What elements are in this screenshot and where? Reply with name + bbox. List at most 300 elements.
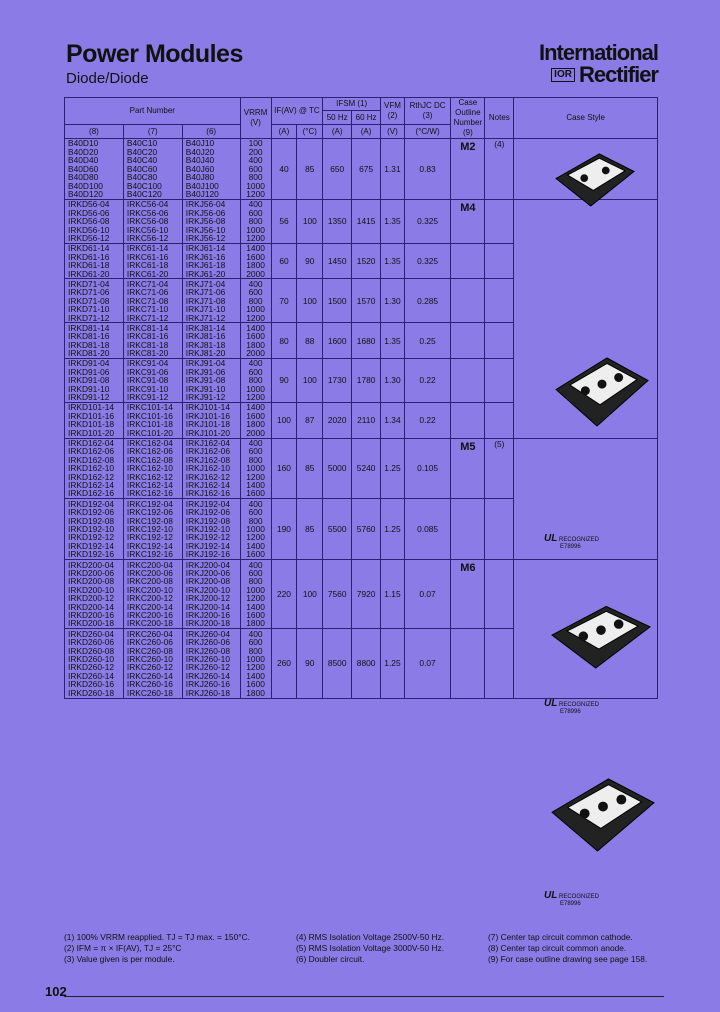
ior-logo-icon: IOR — [551, 68, 575, 82]
cell-line: IRKC192-08 — [126, 515, 173, 526]
notes-cell — [485, 629, 514, 698]
cell-line: 600 — [248, 366, 263, 377]
cell-line: 1000 — [246, 584, 265, 595]
cell-line: IRKJ81-16 — [185, 331, 226, 342]
cell-line: IRKC61-14 — [126, 243, 169, 254]
brand-name-bottom: Rectifier — [578, 62, 658, 87]
cell-line: IRKC71-06 — [126, 287, 169, 298]
ifsm60-cell: 1520 — [352, 243, 381, 279]
cell-line: IRKJ71-04 — [185, 278, 226, 289]
part-number-6-cell — [182, 438, 240, 499]
part-number-7-cell — [123, 402, 182, 438]
cell-line: IRKD91-10 — [68, 383, 110, 394]
brand-name-top: International — [538, 40, 658, 65]
vfm-cell: 1.31 — [381, 139, 405, 200]
ifsm60-cell: 675 — [352, 139, 381, 200]
cell-line: IRKD81-20 — [68, 348, 110, 359]
cell-line: IRKD260-10 — [68, 654, 115, 665]
ul-recognized-label: RECOGNIZED — [559, 537, 600, 543]
cell-line: 1600 — [246, 610, 265, 621]
rth-cell: 0.83 — [404, 139, 450, 200]
part-number-6-cell — [182, 560, 240, 629]
cell-line: B40C120 — [126, 188, 162, 199]
cell-line: 800 — [248, 645, 263, 656]
cell-line: 1600 — [246, 410, 265, 421]
cell-line: IRKJ192-14 — [185, 540, 230, 551]
cell-line: IRKC260-14 — [126, 670, 173, 681]
cell-line: B40D10 — [68, 138, 99, 149]
cell-line: IRKJ200-16 — [185, 610, 230, 621]
cell-line: B40D20 — [68, 146, 99, 157]
cell-line: IRKD91-12 — [68, 392, 110, 403]
cell-line: IRKD56-04 — [68, 199, 110, 210]
rth-cell: 0.07 — [404, 560, 450, 629]
cell-line: IRKJ91-12 — [185, 392, 226, 403]
cell-line: IRKJ162-14 — [185, 480, 230, 491]
cell-line: IRKJ81-18 — [185, 339, 226, 350]
cell-line: IRKJ260-16 — [185, 679, 230, 690]
case-outline-cell — [451, 323, 485, 359]
cell-line: IRKC71-12 — [126, 312, 169, 323]
part-number-8-cell — [65, 358, 124, 402]
ul-mark-icon: UL — [544, 890, 558, 901]
vrrm-cell — [240, 199, 271, 243]
notes-cell — [485, 560, 514, 629]
cell-line: 800 — [248, 216, 263, 227]
cell-line: 1200 — [246, 532, 265, 543]
cell-line: IRKJ260-04 — [185, 628, 230, 639]
cell-line: B40J40 — [185, 155, 215, 166]
ifsm50-cell: 650 — [323, 139, 352, 200]
cell-line: 400 — [248, 278, 263, 289]
cell-line: IRKC200-06 — [126, 568, 173, 579]
cell-line: IRKD101-18 — [68, 419, 115, 430]
cell-line: 400 — [248, 155, 263, 166]
cell-line: IRKJ162-06 — [185, 446, 230, 457]
cell-line: B40J80 — [185, 172, 215, 183]
case-code: M5 — [460, 440, 476, 453]
cell-line: IRKD71-06 — [68, 287, 110, 298]
cell-line: 1400 — [246, 540, 265, 551]
cell-line: IRKJ61-14 — [185, 243, 226, 254]
cell-line: 1600 — [246, 251, 265, 262]
cell-line: IRKJ260-08 — [185, 645, 230, 656]
cell-line: IRKD200-16 — [68, 610, 115, 621]
page-divider — [64, 996, 664, 997]
cell-line: IRKC260-08 — [126, 645, 173, 656]
cell-line: IRKD200-18 — [68, 618, 115, 629]
cell-line: IRKC81-14 — [126, 322, 169, 333]
footnotes-col-3 — [488, 932, 647, 965]
cell-line: IRKJ61-20 — [185, 268, 226, 279]
cell-line: IRKC192-12 — [126, 532, 173, 543]
ul-file-number: E78996 — [560, 544, 581, 550]
cell-line: IRKD192-12 — [68, 532, 115, 543]
cell-line: 600 — [248, 287, 263, 298]
cell-line: IRKJ200-04 — [185, 559, 230, 570]
ul-file-number: E78996 — [560, 901, 581, 907]
cell-line: IRKJ192-04 — [185, 498, 230, 509]
case-outline-cell — [451, 438, 485, 499]
tc-cell: 100 — [297, 199, 323, 243]
cell-line: IRKD91-04 — [68, 358, 110, 369]
cell-line: 1000 — [246, 224, 265, 235]
notes-cell: (5) — [485, 438, 514, 499]
vfm-cell: 1.34 — [381, 402, 405, 438]
cell-line: IRKD61-18 — [68, 260, 110, 271]
cell-line: 600 — [248, 207, 263, 218]
cell-line: IRKJ56-12 — [185, 232, 226, 243]
ifsm60-cell: 2110 — [352, 402, 381, 438]
cell-line: B40J20 — [185, 146, 215, 157]
ul-recognized-label: RECOGNIZED — [559, 702, 600, 708]
case-code: M6 — [460, 562, 476, 575]
terminal-screw-icon — [598, 380, 607, 389]
cell-line: IRKC260-16 — [126, 679, 173, 690]
terminal-screw-icon — [616, 795, 626, 805]
header-case-style: Case Style — [514, 98, 658, 139]
cell-line: IRKD162-08 — [68, 454, 115, 465]
cell-line: IRKD192-16 — [68, 549, 115, 560]
ifsm60-cell: 1780 — [352, 358, 381, 402]
ifsm50-cell: 1600 — [323, 323, 352, 359]
footnote-4: (4) RMS Isolation Voltage 2500V-50 Hz. — [296, 932, 445, 942]
footnotes-col-1 — [64, 932, 250, 965]
cell-line: IRKD56-06 — [68, 207, 110, 218]
ifsm60-cell: 1680 — [352, 323, 381, 359]
header-part-number: Part Number — [65, 98, 241, 125]
cell-line: 600 — [248, 637, 263, 648]
terminal-screw-icon — [581, 386, 590, 395]
ifav-cell: 160 — [271, 438, 297, 499]
ifsm60-cell: 1415 — [352, 199, 381, 243]
cell-line: IRKD61-16 — [68, 251, 110, 262]
cell-line: IRKJ192-12 — [185, 532, 230, 543]
cell-line: IRKC81-18 — [126, 339, 169, 350]
cell-line: IRKD200-14 — [68, 601, 115, 612]
cell-line: 1600 — [246, 679, 265, 690]
cell-line: 100 — [248, 138, 263, 149]
cell-line: 1800 — [246, 260, 265, 271]
ifsm50-cell: 2020 — [323, 402, 352, 438]
vrrm-cell — [240, 560, 271, 629]
cell-line: IRKC162-04 — [126, 438, 173, 449]
vrrm-cell — [240, 323, 271, 359]
case-outline-cell — [451, 243, 485, 279]
ifsm60-cell: 7920 — [352, 560, 381, 629]
cell-line: IRKD81-14 — [68, 322, 110, 333]
cell-line: IRKJ260-12 — [185, 662, 230, 673]
case-outline-cell — [451, 358, 485, 402]
cell-line: IRKC162-06 — [126, 446, 173, 457]
cell-line: 1800 — [246, 419, 265, 430]
cell-line: 1800 — [246, 618, 265, 629]
cell-line: 1200 — [246, 392, 265, 403]
cell-line: IRKJ200-12 — [185, 593, 230, 604]
vrrm-cell — [240, 402, 271, 438]
cell-line: IRKD200-12 — [68, 593, 115, 604]
part-number-6-cell — [182, 323, 240, 359]
header-ifsm: IFSM (1) — [323, 98, 381, 111]
cell-line: 1400 — [246, 322, 265, 333]
cell-line: IRKC162-08 — [126, 454, 173, 465]
header-ifsm-60hz: 60 Hz — [352, 111, 381, 125]
terminal-screw-icon — [602, 167, 610, 175]
cell-line: IRKC200-10 — [126, 584, 173, 595]
ul-mark-icon: UL — [544, 698, 558, 709]
cell-line: 1400 — [246, 402, 265, 413]
vfm-cell: 1.30 — [381, 358, 405, 402]
module-m6-image — [548, 760, 658, 855]
rth-cell: 0.07 — [404, 629, 450, 698]
cell-line: IRKC260-10 — [126, 654, 173, 665]
cell-line: 600 — [248, 163, 263, 174]
cell-line: IRKC91-04 — [126, 358, 169, 369]
cell-line: IRKJ101-20 — [185, 427, 230, 438]
brand-logo — [539, 42, 658, 86]
cell-line: IRKC61-18 — [126, 260, 169, 271]
cell-line: IRKJ260-14 — [185, 670, 230, 681]
cell-line: IRKD162-16 — [68, 488, 115, 499]
terminal-screw-icon — [598, 802, 608, 812]
cell-line: 1200 — [246, 593, 265, 604]
cell-line: 1600 — [246, 331, 265, 342]
cell-line: 800 — [248, 375, 263, 386]
ifav-cell: 90 — [271, 358, 297, 402]
module-m4-image — [552, 340, 652, 430]
cell-line: IRKD192-14 — [68, 540, 115, 551]
cell-line: 1400 — [246, 480, 265, 491]
cell-line: IRKC81-20 — [126, 348, 169, 359]
rth-cell: 0.325 — [404, 199, 450, 243]
cell-line: B40D40 — [68, 155, 99, 166]
cell-line: IRKJ200-14 — [185, 601, 230, 612]
cell-line: B40C20 — [126, 146, 158, 157]
cell-line: 1600 — [246, 549, 265, 560]
cell-line: 200 — [248, 146, 263, 157]
ifsm50-cell: 1450 — [323, 243, 352, 279]
ifsm50-cell: 7560 — [323, 560, 352, 629]
cell-line: B40D80 — [68, 172, 99, 183]
cell-line: IRKC61-16 — [126, 251, 169, 262]
cell-line: 1400 — [246, 243, 265, 254]
part-number-8-cell — [65, 279, 124, 323]
header-vfm: VFM (2) — [381, 98, 405, 125]
cell-line: B40J120 — [185, 188, 219, 199]
part-number-7-cell — [123, 243, 182, 279]
ifav-cell: 220 — [271, 560, 297, 629]
cell-line: IRKC200-04 — [126, 559, 173, 570]
cell-line: IRKC91-06 — [126, 366, 169, 377]
part-number-6-cell — [182, 139, 240, 200]
cell-line: 400 — [248, 358, 263, 369]
footnotes-col-2 — [296, 932, 444, 965]
cell-line: IRKC162-16 — [126, 488, 173, 499]
cell-line: 800 — [248, 515, 263, 526]
cell-line: IRKD162-10 — [68, 463, 115, 474]
part-number-6-cell — [182, 402, 240, 438]
terminal-screw-icon — [614, 619, 624, 629]
rth-cell: 0.25 — [404, 323, 450, 359]
cell-line: IRKJ56-06 — [185, 207, 226, 218]
cell-line: IRKD162-12 — [68, 471, 115, 482]
ifav-cell: 190 — [271, 499, 297, 560]
part-number-6-cell — [182, 279, 240, 323]
cell-line: IRKJ56-10 — [185, 224, 226, 235]
cell-line: 2000 — [246, 427, 265, 438]
part-number-7-cell — [123, 629, 182, 698]
cell-line: B40J60 — [185, 163, 215, 174]
notes-cell — [485, 243, 514, 279]
part-number-7-cell — [123, 438, 182, 499]
cell-line: IRKC200-14 — [126, 601, 173, 612]
case-outline-cell — [451, 199, 485, 243]
header-rth: RthJC DC (3) — [404, 98, 450, 125]
part-number-7-cell — [123, 499, 182, 560]
rth-cell: 0.105 — [404, 438, 450, 499]
cell-line: IRKJ260-06 — [185, 637, 230, 648]
part-number-8-cell — [65, 199, 124, 243]
cell-line: IRKJ162-04 — [185, 438, 230, 449]
ifav-cell: 60 — [271, 243, 297, 279]
cell-line: IRKJ162-16 — [185, 488, 230, 499]
cell-line: IRKD71-08 — [68, 295, 110, 306]
notes-cell: (4) — [485, 139, 514, 200]
cell-line: IRKC101-20 — [126, 427, 173, 438]
part-number-6-cell — [182, 243, 240, 279]
terminal-screw-icon — [580, 809, 590, 819]
cell-line: 600 — [248, 507, 263, 518]
cell-line: IRKJ200-18 — [185, 618, 230, 629]
vfm-cell: 1.30 — [381, 279, 405, 323]
cell-line: IRKJ91-10 — [185, 383, 226, 394]
cell-line: 2000 — [246, 348, 265, 359]
cell-line: B40C80 — [126, 172, 158, 183]
cell-line: IRKC162-12 — [126, 471, 173, 482]
part-number-6-cell — [182, 358, 240, 402]
cell-line: IRKD200-10 — [68, 584, 115, 595]
cell-line: IRKJ81-20 — [185, 348, 226, 359]
notes-cell — [485, 402, 514, 438]
cell-line: 400 — [248, 498, 263, 509]
cell-line: IRKD71-12 — [68, 312, 110, 323]
tc-cell: 88 — [297, 323, 323, 359]
part-number-7-cell — [123, 279, 182, 323]
table-row — [65, 438, 658, 499]
module-m5-image — [548, 590, 654, 672]
cell-line: IRKJ260-18 — [185, 687, 230, 698]
rth-cell: 0.22 — [404, 402, 450, 438]
part-number-7-cell — [123, 560, 182, 629]
cell-line: IRKD260-08 — [68, 645, 115, 656]
notes-cell — [485, 199, 514, 243]
cell-line: 400 — [248, 438, 263, 449]
part-number-8-cell — [65, 629, 124, 698]
header-ifav-unit: (A) — [271, 125, 297, 139]
cell-line: IRKD200-06 — [68, 568, 115, 579]
ul-recognized-label: RECOGNIZED — [559, 894, 600, 900]
footnote-7: (7) Center tap circuit common cathode. — [488, 932, 633, 942]
cell-line: IRKC260-06 — [126, 637, 173, 648]
cell-line: IRKC200-18 — [126, 618, 173, 629]
header-ifav: IF(AV) @ TC — [271, 98, 323, 125]
part-number-6-cell — [182, 499, 240, 560]
ifsm50-cell: 8500 — [323, 629, 352, 698]
tc-cell: 85 — [297, 438, 323, 499]
tc-cell: 85 — [297, 139, 323, 200]
cell-line: IRKC192-06 — [126, 507, 173, 518]
ifsm60-cell: 1570 — [352, 279, 381, 323]
cell-line: IRKD56-12 — [68, 232, 110, 243]
cell-line: 1000 — [246, 524, 265, 535]
vfm-cell: 1.25 — [381, 499, 405, 560]
ifsm60-cell: 8800 — [352, 629, 381, 698]
cell-line: IRKD56-08 — [68, 216, 110, 227]
cell-line: IRKD192-04 — [68, 498, 115, 509]
vrrm-cell — [240, 243, 271, 279]
cell-line: IRKJ192-06 — [185, 507, 230, 518]
cell-line: IRKD71-10 — [68, 304, 110, 315]
ifsm50-cell: 5500 — [323, 499, 352, 560]
footnote-8: (8) Center tap circuit common anode. — [488, 943, 627, 953]
cell-line: 1800 — [246, 339, 265, 350]
cell-line: IRKC91-08 — [126, 375, 169, 386]
cell-line: IRKD260-06 — [68, 637, 115, 648]
notes-cell — [485, 279, 514, 323]
cell-line: IRKC260-18 — [126, 687, 173, 698]
cell-line: IRKC260-12 — [126, 662, 173, 673]
cell-line: IRKD192-10 — [68, 524, 115, 535]
cell-line: B40C100 — [126, 180, 162, 191]
terminal-screw-icon — [596, 625, 606, 635]
part-number-6-cell — [182, 199, 240, 243]
cell-line: IRKD162-04 — [68, 438, 115, 449]
cell-line: 1200 — [246, 662, 265, 673]
ifsm50-cell: 1350 — [323, 199, 352, 243]
cell-line: IRKC56-12 — [126, 232, 169, 243]
cell-line: IRKD81-18 — [68, 339, 110, 350]
tc-cell: 90 — [297, 629, 323, 698]
notes-cell — [485, 499, 514, 560]
cell-line: IRKJ91-04 — [185, 358, 226, 369]
cell-line: IRKJ162-08 — [185, 454, 230, 465]
ul-mark-icon: UL — [544, 533, 558, 544]
cell-line: B40D60 — [68, 163, 99, 174]
cell-line: 1200 — [246, 188, 265, 199]
cell-line: IRKC56-10 — [126, 224, 169, 235]
cell-line: IRKC192-04 — [126, 498, 173, 509]
cell-line: IRKC101-16 — [126, 410, 173, 421]
part-number-8-cell — [65, 560, 124, 629]
cell-line: IRKJ162-12 — [185, 471, 230, 482]
part-number-7-cell — [123, 358, 182, 402]
cell-line: 800 — [248, 172, 263, 183]
cell-line: IRKJ71-06 — [185, 287, 226, 298]
cell-line: IRKD260-18 — [68, 687, 115, 698]
cell-line: IRKC101-14 — [126, 402, 173, 413]
part-number-7-cell — [123, 323, 182, 359]
tc-cell: 100 — [297, 358, 323, 402]
ifav-cell: 260 — [271, 629, 297, 698]
cell-line: IRKC101-18 — [126, 419, 173, 430]
cell-line: 400 — [248, 628, 263, 639]
cell-line: IRKD101-20 — [68, 427, 115, 438]
cell-line: IRKJ101-18 — [185, 419, 230, 430]
tc-cell: 90 — [297, 243, 323, 279]
cell-line: IRKD101-16 — [68, 410, 115, 421]
cell-line: IRKC91-10 — [126, 383, 169, 394]
cell-line: IRKC200-08 — [126, 576, 173, 587]
